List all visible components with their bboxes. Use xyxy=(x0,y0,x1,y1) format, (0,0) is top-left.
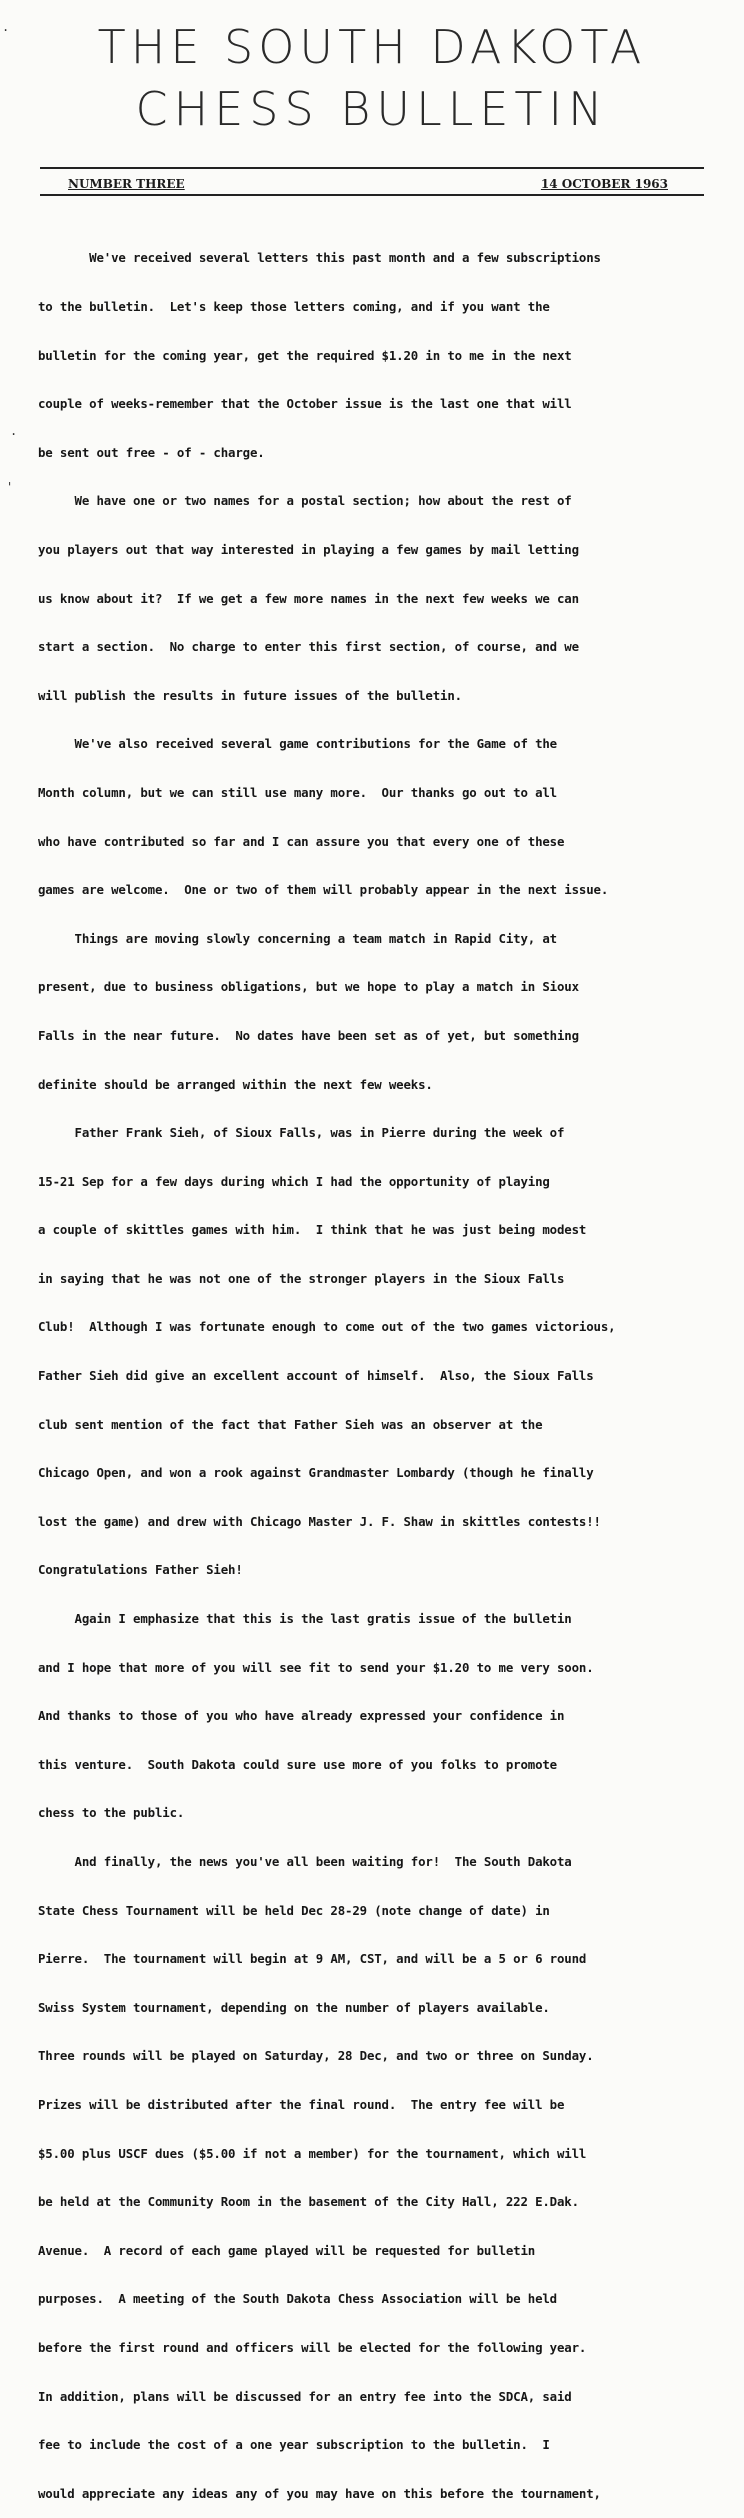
margin-speck: ' xyxy=(6,480,14,494)
article-body xyxy=(38,218,716,2518)
text-line: $5.00 plus USCF dues ($5.00 if not a member) for the tournament, which will xyxy=(38,2145,587,2161)
text-line: Swiss System tournament, depending on the number of players available. xyxy=(38,1999,550,2015)
text-line: purposes. A meeting of the South Dakota Chess Association will be held xyxy=(38,2291,557,2307)
margin-speck: . xyxy=(10,424,18,438)
text-line: present, due to business obligations, but we hope to play a match in Sioux xyxy=(38,979,579,995)
text-line: games are welcome. One or two of them will probably appear in the next issue. xyxy=(38,882,609,898)
text-line: you players out that way interested in playing a few games by mail letting xyxy=(38,541,579,557)
masthead-title-line1: THE SOUTH DAKOTA xyxy=(97,20,647,74)
text-line: be held at the Community Room in the basement of the City Hall, 222 E.Dak. xyxy=(38,2194,579,2210)
text-line: In addition, plans will be discussed for an entry fee into the SDCA, said xyxy=(38,2388,572,2404)
text-line: will publish the results in future issues of the bulletin. xyxy=(38,687,462,703)
text-line: club sent mention of the fact that Father Sieh was an observer at the xyxy=(38,1416,543,1432)
text-line: And finally, the news you've all been waiting for! The South Dakota xyxy=(38,1854,572,1869)
text-line: State Chess Tournament will be held Dec 28-29 (note change of date) in xyxy=(38,1902,550,1918)
text-line: Congratulations Father Sieh! xyxy=(38,1562,243,1578)
text-line: lost the game) and drew with Chicago Master J. F. Shaw in skittles contests!! xyxy=(38,1513,601,1529)
text-line: Month column, but we can still use many more. Our thanks go out to all xyxy=(38,784,557,800)
masthead-title-line2: CHESS BULLETIN xyxy=(135,82,609,136)
text-line: fee to include the cost of a one year subscription to the bulletin. I xyxy=(38,2437,550,2453)
text-line: in saying that he was not one of the stronger players in the Sioux Falls xyxy=(38,1270,565,1286)
text-line: And thanks to those of you who have already expressed your confidence in xyxy=(38,1708,565,1724)
top-rule xyxy=(40,167,704,169)
text-line: be sent out free - of - charge. xyxy=(38,444,265,460)
text-line: bulletin for the coming year, get the required $1.20 in to me in the next xyxy=(38,347,572,363)
text-line: Three rounds will be played on Saturday, 28 Dec, and two or three on Sunday. xyxy=(38,2048,594,2064)
text-line: We've received several letters this past month and a few subscriptions xyxy=(38,250,601,266)
text-line: Again I emphasize that this is the last gratis issue of the bulletin xyxy=(38,1611,572,1627)
text-line: Prizes will be distributed after the final round. The entry fee will be xyxy=(38,2096,565,2112)
text-line: definite should be arranged within the next few weeks. xyxy=(38,1076,433,1092)
masthead xyxy=(0,18,744,138)
text-line: before the first round and officers will be elected for the following year. xyxy=(38,2339,587,2355)
text-line: Father Sieh did give an excellent account of himself. Also, the Sioux Falls xyxy=(38,1368,594,1384)
text-line: couple of weeks-remember that the October issue is the last one that will xyxy=(38,396,572,412)
text-line: would appreciate any ideas any of you may have on this before the tournament, xyxy=(38,2485,601,2501)
text-line: start a section. No charge to enter this first section, of course, and we xyxy=(38,639,579,655)
text-line: 15-21 Sep for a few days during which I had the opportunity of playing xyxy=(38,1173,550,1189)
text-line: We've also received several game contributions for the Game of the xyxy=(38,736,557,752)
text-line: to the bulletin. Let's keep those letters coming, and if you want the xyxy=(38,299,550,314)
issue-number: NUMBER THREE xyxy=(68,177,185,191)
text-line: Father Frank Sieh, of Sioux Falls, was in Pierre during the week of xyxy=(38,1125,565,1141)
text-line: Pierre. The tournament will begin at 9 AM, CST, and will be a 5 or 6 round xyxy=(38,1951,587,1967)
bottom-rule xyxy=(40,194,704,196)
text-line: Chicago Open, and won a rook against Grandmaster Lombardy (though he finally xyxy=(38,1465,594,1481)
text-line: this venture. South Dakota could sure use more of you folks to promote xyxy=(38,1756,557,1772)
text-line: Club! Although I was fortunate enough to come out of the two games victorious, xyxy=(38,1319,616,1335)
text-line: Things are moving slowly concerning a team match in Rapid City, at xyxy=(38,930,557,946)
text-line: Avenue. A record of each game played will be requested for bulletin xyxy=(38,2242,536,2258)
text-line: Falls in the near future. No dates have been set as of yet, but something xyxy=(38,1027,579,1043)
text-line: a couple of skittles games with him. I think that he was just being modest xyxy=(38,1222,587,1238)
text-line: and I hope that more of you will see fit to send your $1.20 to me very soon. xyxy=(38,1659,594,1675)
margin-speck: . xyxy=(2,20,10,34)
text-line: chess to the public. xyxy=(38,1805,185,1821)
text-line: We have one or two names for a postal section; how about the rest of xyxy=(38,493,572,509)
issue-date: 14 OCTOBER 1963 xyxy=(540,177,668,191)
issue-line xyxy=(68,177,668,191)
text-line: who have contributed so far and I can assure you that every one of these xyxy=(38,833,565,849)
text-line: us know about it? If we get a few more names in the next few weeks we can xyxy=(38,590,579,606)
